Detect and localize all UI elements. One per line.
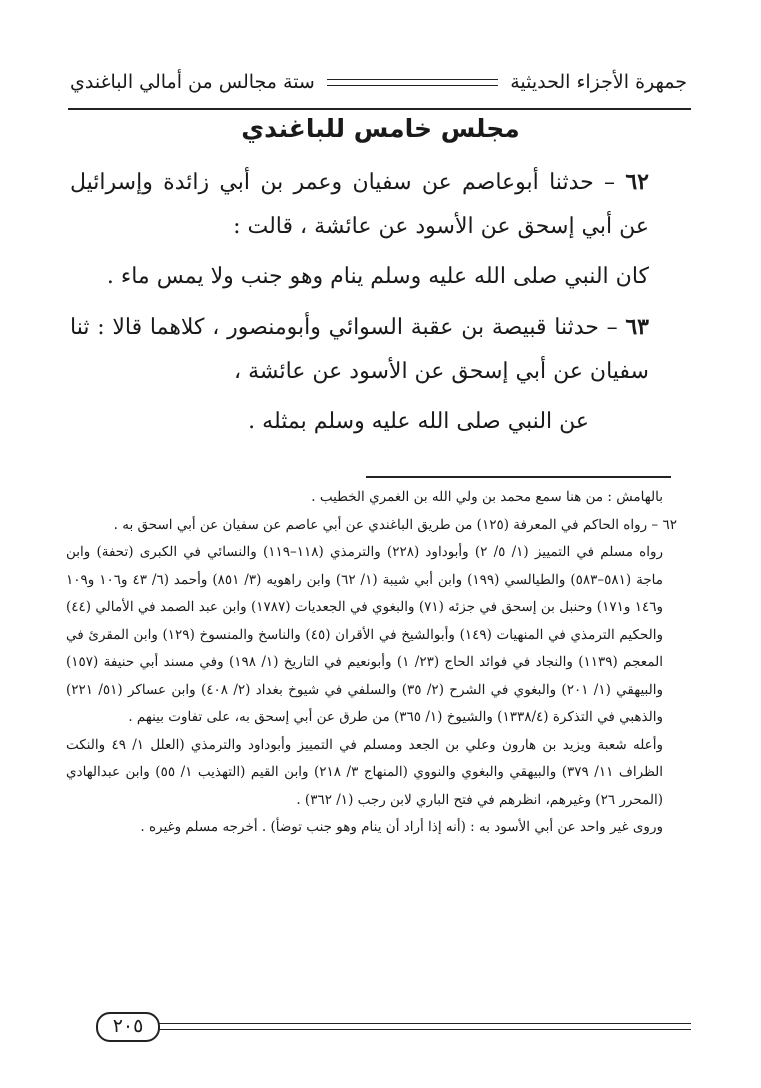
hadith-number: ٦٢: [625, 169, 649, 195]
hadith-63-matn: عن النبي صلى الله عليه وسلم بمثله .: [248, 409, 589, 434]
hadith-63: [70, 305, 679, 394]
footnote-62-first-line: ٦٢ – رواه الحاكم في المعرفة (١٢٥) من طريق الباغندي عن أبي عاصم عن سفيان عن أبي اسحق به .: [113, 516, 677, 533]
header-divider: [68, 108, 691, 110]
page-number-ornament: [80, 1014, 691, 1040]
page-number: ٢٠٥: [96, 1012, 160, 1042]
footnote-separator: [366, 476, 671, 478]
main-text: [70, 160, 679, 450]
footnotes: [66, 484, 677, 842]
footnote-62-takhrij: رواه مسلم في التمييز (١/ ٥/ ٢) وأبوداود (٢٢٨) والترمذي (١١٨–١١٩) والنسائي في الكبرى (تحفة) وابن ماجة (٥٨١–٥٨٣) والطيالسي (١٩٩) وابن أبي شيبة (١/ ٦٢) وابن راهويه (٣/ ٨٥١) وأحمد (٦/ ٤٣ و١٠٦ و١٠٩ و١٤٦ و١٧١) وحنبل بن إسحق في جزئه (٧١) والبغوي في الجعديات (١٧٨٧) وابن عبد الصمد في الأمالي (٤٤) والحكيم الترمذي في المنهيات (١٤٩) وأبوالشيخ في الأقران (٤٥) والناسخ والمنسوخ (١٢٩) وابن المقرئ في المعجم (١١٣٩) والنجاد في فوائد الحاج (٢٣/ ١) وأبونعيم في التاريخ (١/ ١٩٨) وفي مسند أبي حنيفة (١٥٧) والبيهقي (١/ ٢٠١) والبغوي في الشرح (٢/ ٣٥) والسلفي في شيوخ بغداد (٢/ ٤٠٨) وابن عساكر (٥١/ ٢٢١) والذهبي في التذكرة (١٣٣٨/٤) والشيوخ (١/ ٣٦٥) من طرق عن أبي إسحق به، على تفاوت بينهم .: [66, 544, 664, 725]
hadith-isnad: – حدثنا أبوعاصم عن سفيان وعمر بن أبي زائدة وإسرائيل عن أبي إسحق عن الأسود عن عائشة ، قالت :: [70, 170, 649, 239]
hadith-number: ٦٣: [625, 314, 649, 340]
hadith-isnad: – حدثنا قبيصة بن عقبة السوائي وأبومنصور ، كلاهما قالا : ثنا سفيان عن أبي إسحق عن الأسود عن عائشة ،: [70, 315, 649, 384]
section-title: مجلس خامس للباغندي: [241, 114, 520, 143]
hadith-62: [70, 160, 679, 249]
page-number-rule: [150, 1023, 691, 1030]
running-header: [70, 62, 687, 102]
book-title: جمهرة الأجزاء الحديثية: [510, 71, 687, 93]
footnote-62-illa: وأعله شعبة ويزيد بن هارون وعلي بن الجعد ومسلم في التمييز وأبوداود والترمذي (العلل ١/ ٤٩ والنكت الظراف ١١/ ٣٧٩) والبيهقي والبغوي والنووي (المنهاج ٣/ ٢١٨) وابن القيم (التهذيب ١/ ٥٥) وابن عبدالهادي (المحرر ٢٦) وغيرهم، انظرهم في فتح الباري لابن رجب (١/ ٣٦٢) .: [66, 736, 664, 808]
margin-note: بالهامش : من هنا سمع محمد بن ولي الله بن الغمري الخطيب .: [311, 489, 663, 505]
hadith-62-matn: كان النبي صلى الله عليه وسلم ينام وهو جنب ولا يمس ماء .: [106, 264, 649, 289]
footnote-62-riwaya: وروى غير واحد عن أبي الأسود به : (أنه إذا أراد أن ينام وهو جنب توضأ) . أخرجه مسلم وغيره .: [140, 819, 663, 835]
part-title: ستة مجالس من أمالي الباغندي: [70, 71, 315, 93]
header-double-rule: [327, 79, 498, 86]
